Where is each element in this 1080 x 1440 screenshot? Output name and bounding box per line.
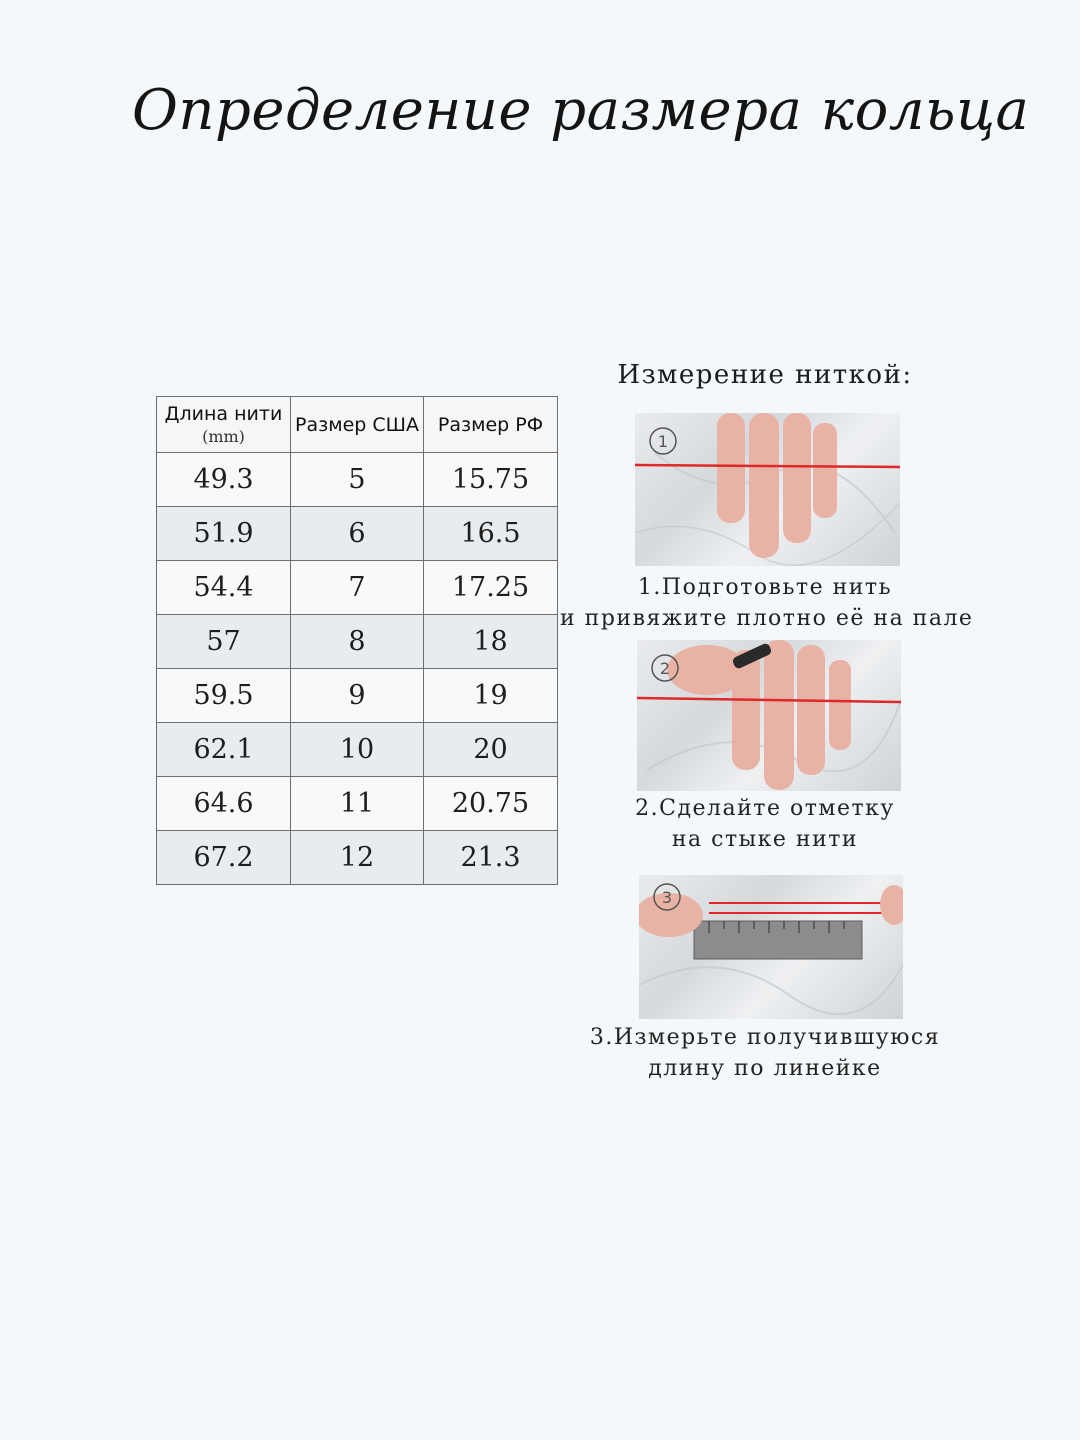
table-row xyxy=(157,831,558,885)
cell-thread-length: 67.2 xyxy=(157,831,291,885)
header-thread-length-label: Длина нити xyxy=(164,403,283,425)
cell-ru-size: 17.25 xyxy=(424,561,558,615)
cell-thread-length: 54.4 xyxy=(157,561,291,615)
cell-thread-length: 64.6 xyxy=(157,777,291,831)
cell-us-size: 5 xyxy=(291,453,424,507)
cell-ru-size: 21.3 xyxy=(424,831,558,885)
cell-us-size: 11 xyxy=(291,777,424,831)
header-us-size: Размер США xyxy=(291,397,424,453)
cell-thread-length: 49.3 xyxy=(157,453,291,507)
table-row xyxy=(157,453,558,507)
howto-heading: Измерение ниткой: xyxy=(617,360,913,390)
table-row xyxy=(157,723,558,777)
cell-ru-size: 15.75 xyxy=(424,453,558,507)
table-row xyxy=(157,507,558,561)
step-2-caption-line-1: 2.Сделайте отметку xyxy=(635,796,895,821)
table-row xyxy=(157,615,558,669)
cell-us-size: 8 xyxy=(291,615,424,669)
cell-us-size: 7 xyxy=(291,561,424,615)
step-2-caption-line-2: на стыке нити xyxy=(671,827,859,852)
cell-thread-length: 57 xyxy=(157,615,291,669)
step-1-caption-line-2: и привяжите плотно её на пале xyxy=(560,606,974,631)
cell-thread-length: 59.5 xyxy=(157,669,291,723)
step-3-caption-line-1: 3.Измерьте получившуюся xyxy=(589,1025,941,1050)
table-row xyxy=(157,669,558,723)
hand-thread-photo xyxy=(635,413,900,566)
table-header-row xyxy=(157,397,558,453)
header-thread-length xyxy=(157,397,291,453)
step-1-caption xyxy=(560,572,974,634)
table-row xyxy=(157,561,558,615)
table-row xyxy=(157,777,558,831)
mark-thread-photo xyxy=(637,640,901,791)
step-3-number: 3 xyxy=(661,888,673,907)
cell-ru-size: 18 xyxy=(424,615,558,669)
cell-thread-length: 51.9 xyxy=(157,507,291,561)
step-1-caption-line-1: 1.Подготовьте нить xyxy=(637,575,893,600)
header-thread-length-unit: (mm) xyxy=(202,427,245,446)
cell-ru-size: 20 xyxy=(424,723,558,777)
cell-us-size: 6 xyxy=(291,507,424,561)
cell-thread-length: 62.1 xyxy=(157,723,291,777)
header-ru-size: Размер РФ xyxy=(424,397,558,453)
step-1-number: 1 xyxy=(657,432,669,451)
step-2-caption xyxy=(560,793,970,855)
cell-ru-size: 20.75 xyxy=(424,777,558,831)
ruler-measure-photo xyxy=(639,875,903,1019)
cell-ru-size: 16.5 xyxy=(424,507,558,561)
cell-us-size: 9 xyxy=(291,669,424,723)
page-title: Определение размера кольца xyxy=(132,78,1030,143)
cell-us-size: 10 xyxy=(291,723,424,777)
cell-us-size: 12 xyxy=(291,831,424,885)
step-2-number: 2 xyxy=(659,659,671,678)
ring-size-table xyxy=(156,396,558,885)
cell-ru-size: 19 xyxy=(424,669,558,723)
step-3-caption-line-2: длину по линейке xyxy=(648,1056,882,1081)
step-3-caption xyxy=(560,1022,970,1084)
